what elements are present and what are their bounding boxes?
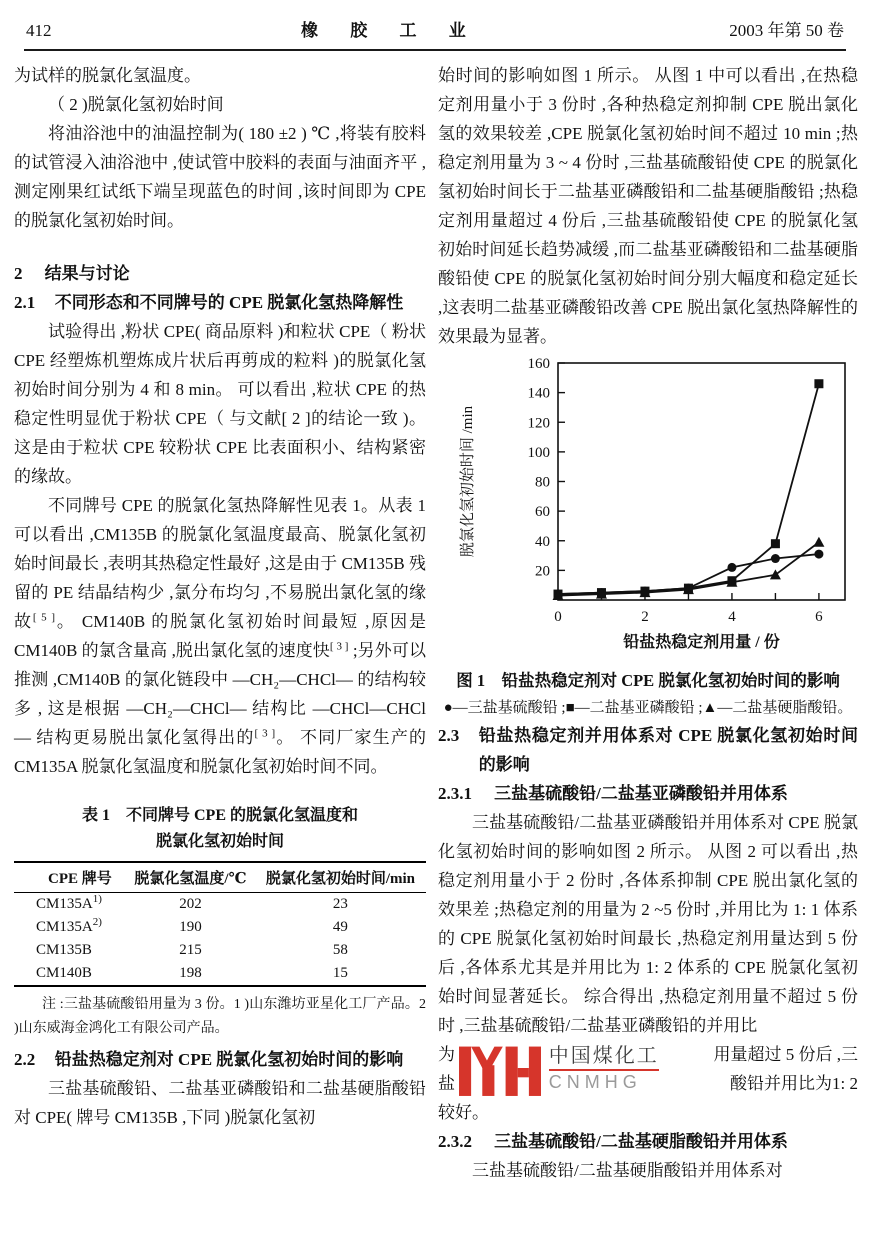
data-table xyxy=(14,861,426,987)
watermark-subtitle: CNMHG xyxy=(548,1071,642,1092)
paragraph: （ 2 )脱氯化氢初始时间 xyxy=(48,95,224,114)
svg-text:2: 2 xyxy=(641,609,649,625)
paragraph: 三盐基硫酸铅/二盐基亚磷酸铅并用体系对 CPE 脱氯化氢初始时间的影响如图 2 所示。 从图 2 可以看出 ,热稳定剂用量小于 2 份时 ,各体系抑制 CPE 脱出氯化氢的效果差 ;热稳定剂的用量为 2 ~5 份时 ,并用比为 1: 1 体系的 CPE 脱氯化氢初始时间最长 ,热稳定剂用量达到 5 份后 ,各体系尤其是并用比为 1: 2 体系的 CPE 脱氯化氢初始时间显著延长。 综合得出 ,热稳定剂用量不超过 5 份时 ,三盐基硫酸铅/二盐基亚磷酸铅的并用比 xyxy=(438,813,858,1035)
citation-superscript: [ 5 ] xyxy=(32,611,55,624)
column-header: CPE 牌号 xyxy=(14,862,126,893)
journal-title: 橡 胶 工 业 xyxy=(301,21,480,40)
figure-caption: 图 1 铅盐热稳定剂对 CPE 脱氯化氢初始时间的影响 xyxy=(456,671,840,690)
svg-text:20: 20 xyxy=(535,563,550,580)
page-header xyxy=(0,0,870,47)
svg-text:6: 6 xyxy=(815,609,823,625)
watermarked-lines xyxy=(438,1040,858,1098)
citation-superscript: [ 3 ] xyxy=(329,640,349,653)
watermark-title: 中国煤化工 xyxy=(549,1044,659,1071)
citation-superscript: [ 3 ] xyxy=(254,727,276,740)
paragraph: 较好。 xyxy=(438,1103,489,1122)
svg-text:80: 80 xyxy=(535,474,550,491)
table-row: $CM135A^{1)}$ 202 23 xyxy=(36,893,348,912)
table-block xyxy=(14,803,426,1041)
right-column xyxy=(438,61,858,1185)
figure-legend: ●—三盐基硫酸铅 ;■—二盐基亚磷酸铅 ;▲—二盐基硬脂酸铅。 xyxy=(443,700,853,716)
column-header: 脱氯化氢初始时间/min xyxy=(255,862,426,893)
column-header: 脱氯化氢温度/℃ xyxy=(126,862,255,893)
header-rule xyxy=(24,49,846,51)
text-line: 为 用量超过 5 份后 ,三 xyxy=(438,1045,858,1064)
paragraph: 三盐基硫酸铅、二盐基亚磷酸铅和二盐基硬脂酸铅对 CPE( 牌号 CM135B ,下同 )脱氯化氢初 xyxy=(14,1079,426,1127)
svg-text:4: 4 xyxy=(728,609,736,625)
table-row: $CM135A^{2)}$ 190 49 xyxy=(36,916,348,935)
svg-text:40: 40 xyxy=(535,533,550,550)
left-column xyxy=(14,61,426,1185)
paragraph: 三盐基硫酸铅/二盐基硬脂酸铅并用体系对 xyxy=(472,1161,783,1180)
table-row: CM140B 198 15 xyxy=(36,965,348,981)
two-column-body xyxy=(0,61,870,1185)
figure-1 xyxy=(438,355,858,721)
svg-text:铅盐热稳定剂用量 / 份: 铅盐热稳定剂用量 / 份 xyxy=(623,634,780,651)
table-row: CM135B 215 58 xyxy=(36,942,348,958)
section-heading: 2.1 不同形态和不同牌号的 CPE 脱氯化氢热降解性 xyxy=(14,293,404,312)
svg-text:0: 0 xyxy=(554,609,562,625)
svg-text:120: 120 xyxy=(527,415,550,432)
text-line: 盐 酸铅并用比为1: 2 xyxy=(438,1074,858,1093)
section-heading: 2 结果与讨论 xyxy=(14,264,130,283)
table-note: 注 :三盐基硫酸铅用量为 3 份。1 )山东潍坊亚星化工厂产品。2 )山东威海金鸿化工有限公司产品。 xyxy=(14,997,426,1036)
svg-text:140: 140 xyxy=(527,385,550,402)
issue-info: 2003 年第 50 卷 xyxy=(729,21,844,40)
table-title: 表 1 不同牌号 CPE 的脱氯化氢温度和 脱氯化氢初始时间 xyxy=(81,807,358,850)
section-heading: 2.2 铅盐热稳定剂对 CPE 脱氯化氢初始时间的影响 xyxy=(14,1050,404,1069)
section-heading: 2.3.1 三盐基硫酸铅/二盐基亚磷酸铅并用体系 xyxy=(438,784,788,803)
paragraph: 试验得出 ,粉状 CPE( 商品原料 )和粒状 CPE（ 粉状 CPE 经塑炼机塑炼成片状后再剪成的粒料 )的脱氯化氢初始时间分别为 4 和 8 min。 可以看出 ,粒状 CPE 的热稳定性明显优于粉状 CPE（ 与文献[ 2 ]的结论一致 )。 这是由于粒状 CPE 较粉状 CPE 比表面积小、结构紧密的缘故。 xyxy=(14,322,426,486)
paragraph: 为试样的脱氯化氢温度。 xyxy=(14,66,201,85)
svg-text:60: 60 xyxy=(535,504,550,521)
page-number: 412 xyxy=(26,21,52,40)
paragraph: 不同牌号 CPE 的脱氯化氢热降解性见表 1。从表 1 可以看出 ,CM135B 的脱氯化氢温度最高、脱氯化氢初始时间最长 ,表明其热稳定性最好 ,这是由于 CM135B 残留的 PE 结晶结构少 ,氯分布均匀 ,不易脱出氯化氢的缘故[ 5 ]。 CM140B 的脱氯化氢初始时间最短 ,原因是 CM140B 的氯含量高 ,脱出氯化氢的速度快[ 3 ] ;另外可以推测 ,CM140B 的氯化链段中 —CH₂—CHCl— 的结构较多 , 这是根据 —CH₂—CHCl— 结构比 —CHCl—CHCl— 结构更易脱出氯化氢得出的[ 3 ]。 不同厂家生产的 CM135A 脱氯化氢温度和脱氯化氢初始时间不同。 xyxy=(14,496,427,776)
paragraph: 始时间的影响如图 1 所示。 从图 1 中可以看出 ,在热稳定剂用量小于 3 份时 ,各种热稳定剂抑制 CPE 脱出氯化氢的效果较差 ,CPE 脱氯化氢初始时间不超过 10 min ;热稳定剂用量为 3 ~ 4 份时 ,三盐基硫酸铅使 CPE 的脱氯化氢初始时间长于二盐基亚磷酸铅和二盐基硬脂酸铅 ;热稳定剂用量超过 4 份后 ,三盐基硫酸铅使 CPE 的脱氯化氢初始时间延长趋势减缓 ,而二盐基亚磷酸铅和二盐基硬脂酸铅使 CPE 的脱氯化氢初始时间分别大幅度和稳定延长 ,这表明二盐基亚磷酸铅改善 CPE 脱出氯化氢热降解性的效果最为显著。 xyxy=(438,66,858,346)
svg-text:脱氯化氢初始时间 /min: 脱氯化氢初始时间 /min xyxy=(460,405,476,558)
paragraph: 将油浴池中的油温控制为( 180 ±2 ) ℃ ,将装有胶料的试管浸入油浴池中 ,使试管中胶料的表面与油面齐平 ,测定刚果红试纸下端呈现蓝色的时间 ,该时间即为 CPE 的脱氯化氢初始时间。 xyxy=(14,124,426,230)
section-heading: 2.3 铅盐热稳定剂并用体系对 CPE 脱氯化氢初始时间的影响 xyxy=(438,726,858,774)
figure-chart xyxy=(438,355,858,667)
svg-text:100: 100 xyxy=(527,444,550,461)
svg-text:160: 160 xyxy=(527,356,550,372)
section-heading: 2.3.2 三盐基硫酸铅/二盐基硬脂酸铅并用体系 xyxy=(438,1132,788,1151)
